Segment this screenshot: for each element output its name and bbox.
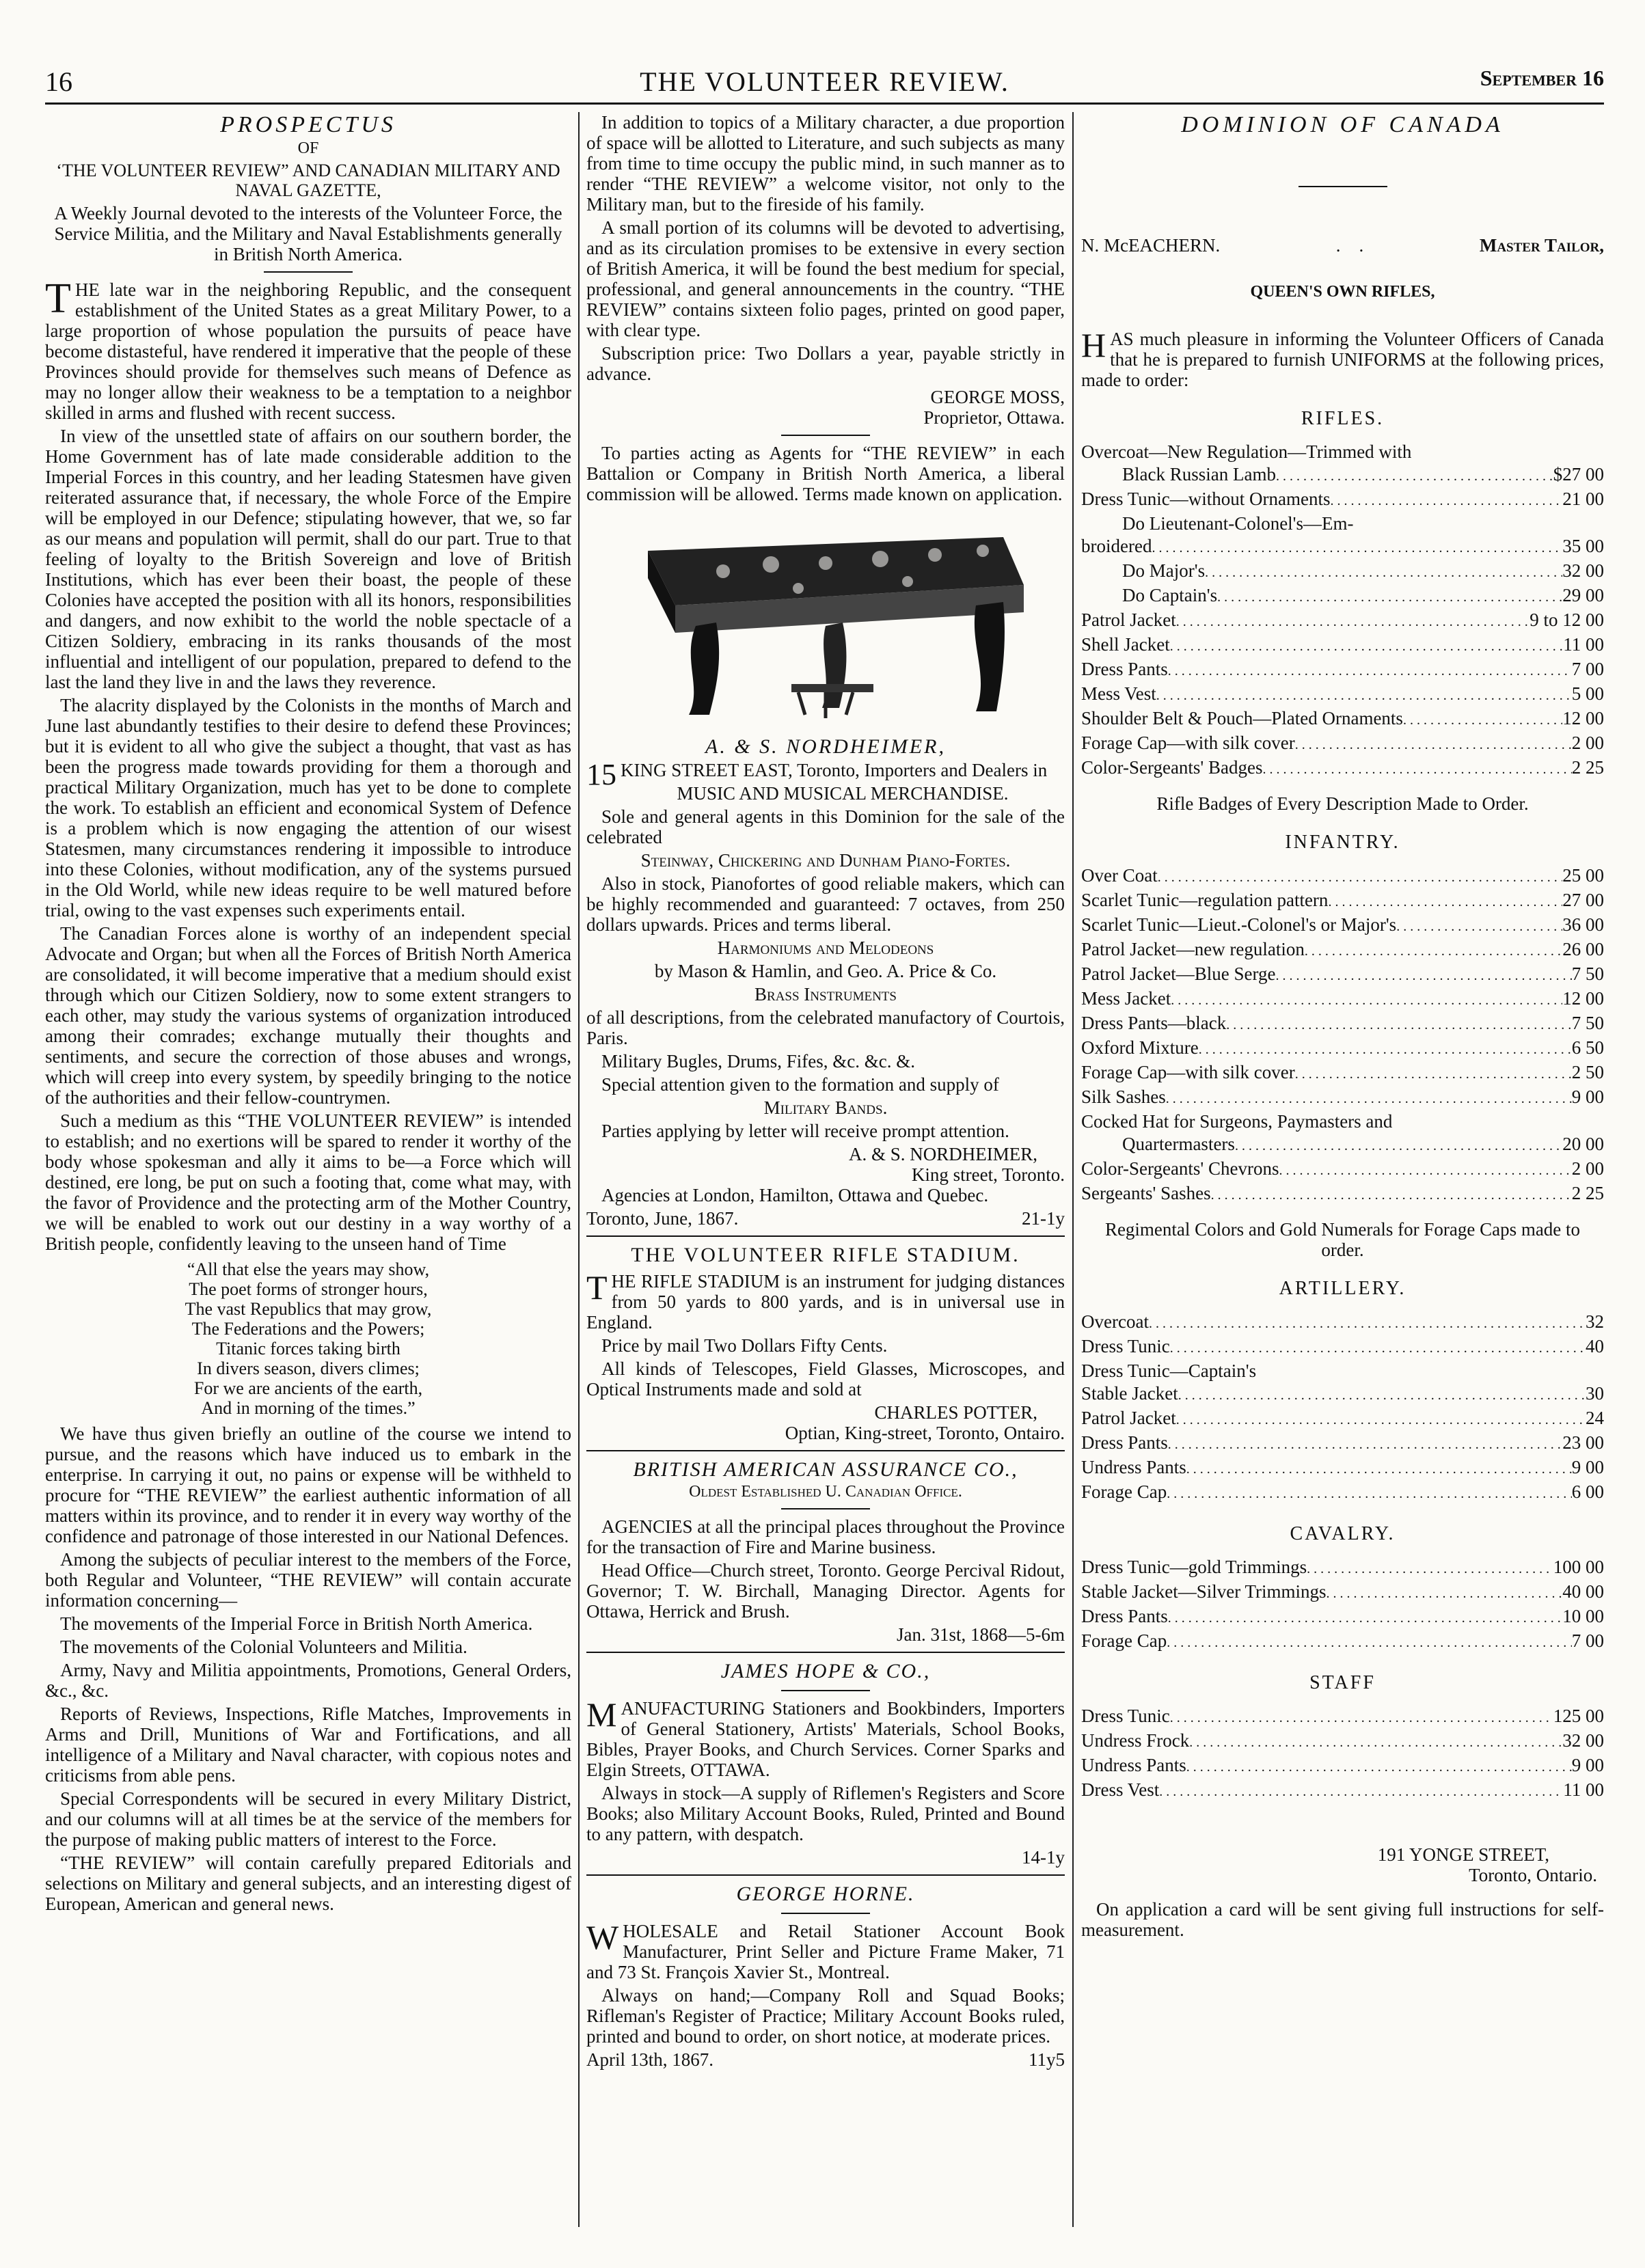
price-row — [1081, 1133, 1604, 1158]
price-amount: 2 00 — [1571, 733, 1604, 753]
tailor-name: N. McEACHERN. — [1081, 235, 1221, 256]
price-item: broidered — [1081, 536, 1152, 556]
price-item: Dress Tunic — [1081, 1706, 1170, 1726]
leader-dots — [1305, 938, 1562, 963]
assurance-subheading: Oldest Established U. Canadian Office. — [689, 1483, 962, 1501]
leader-dots — [1168, 658, 1572, 683]
article-paragraph: “THE REVIEW” will contain carefully prepared Editorials and selections on Military and general subjects, and an interesting digest of European, American and general news. — [45, 1853, 571, 1914]
price-row — [1081, 1311, 1604, 1335]
ad-text: Price by mail Two Dollars Fifty Cents. — [601, 1335, 888, 1356]
ad-text: Parties applying by letter will receive prompt attention. — [601, 1121, 1009, 1141]
assurance-heading: BRITISH AMERICAN ASSURANCE CO., — [633, 1458, 1018, 1481]
price-row — [1081, 609, 1604, 633]
ad-text: Sole and general agents in this Dominion for the sale of the celebrated — [586, 806, 1065, 847]
dropcap: T — [586, 1268, 608, 1307]
leader-dots — [1170, 1335, 1586, 1360]
price-row — [1081, 1581, 1604, 1605]
header-rule — [45, 103, 1604, 105]
price-item: Dress Pants — [1081, 1432, 1168, 1453]
leader-dots — [1226, 1012, 1572, 1037]
tailor-line: N. McEACHERN. . . Master Tailor, — [1081, 235, 1604, 256]
price-section-note: Regimental Colors and Gold Numerals for Forage Caps made to order. — [1104, 1219, 1581, 1260]
poem-line: Titanic forces taking birth — [216, 1339, 400, 1358]
poem-line: For we are ancients of the earth, — [193, 1378, 423, 1398]
price-item: Dress Pants — [1081, 1606, 1168, 1626]
leader-dots — [1396, 914, 1562, 938]
price-row — [1081, 463, 1604, 488]
price-row — [1081, 1730, 1604, 1754]
leader-dots — [1170, 633, 1564, 658]
price-item: Cocked Hat for Surgeons, Paymasters and — [1081, 1111, 1393, 1132]
leader-dots — [1166, 1086, 1572, 1110]
leader-dots — [1167, 1481, 1572, 1505]
price-amount: $27 00 — [1553, 464, 1604, 484]
ad-text: Military Bugles, Drums, Fifes, &c. &c. &. — [601, 1051, 915, 1071]
divider — [586, 1652, 1065, 1653]
ad-text: ANUFACTURING Stationers and Bookbinders, Importers of General Stationery, Artists' Materials, School Books, Bibles, Prayer Books, and Church Services. Corner Sparks and Elgin Streets, OTTAWA. — [586, 1698, 1065, 1780]
ad-dateline — [586, 2049, 1065, 2070]
price-amount: 125 00 — [1553, 1706, 1604, 1726]
price-row — [1081, 756, 1604, 781]
article-paragraph: The movements of the Imperial Force in British North America. — [60, 1613, 533, 1634]
leader-dots — [1168, 1605, 1563, 1630]
price-amount: 7 00 — [1571, 1630, 1604, 1651]
price-amount: 2 25 — [1571, 757, 1604, 778]
price-item: Shell Jacket — [1081, 634, 1170, 655]
divider — [781, 1690, 870, 1691]
price-row — [1081, 1481, 1604, 1505]
price-item: Forage Cap—with silk cover — [1081, 733, 1295, 753]
leader-dots — [1295, 732, 1572, 756]
price-amount: 2 50 — [1571, 1062, 1604, 1082]
leader-dots — [1168, 1432, 1563, 1456]
leader-dots — [1176, 609, 1530, 633]
price-amount: 9 00 — [1571, 1087, 1604, 1107]
leader-dots — [1199, 1037, 1572, 1061]
price-item: Oxford Mixture — [1081, 1037, 1199, 1058]
article-paragraph: In view of the unsettled state of affairs on our southern border, the Home Government has of late made considerable addition to the Imperial Forces in this country, and her leading Statesmen have given reiterated assurance that, if necessary, the whole Force of the Empire will be employed in our Defence; stipulating however, that we, so far as our means and population will permit, shall do our part. True to that feeling of loyalty to the British Sovereign and love of British Institutions, which has ever been their boast, the people of these Colonies have accepted the position with all its honors, responsibilities and dangers, and now exhibit to the world the noble spectacle of a Citizen Soldiery, embracing in its ranks thousands of the most influential and intelligent of our population, prepared to defend to the last the land they live in and the laws they reverence. — [45, 426, 571, 692]
price-row — [1081, 683, 1604, 707]
price-row — [1081, 1012, 1604, 1037]
price-section-title: RIFLES. — [1301, 408, 1385, 429]
price-row — [1081, 1335, 1604, 1360]
price-row — [1081, 938, 1604, 963]
price-row — [1081, 1456, 1604, 1481]
ad-date: April 13th, 1867. — [586, 2049, 713, 2070]
leader-dots — [1205, 560, 1562, 584]
ad-code: 11y5 — [1029, 2049, 1065, 2070]
price-row — [1081, 658, 1604, 683]
price-row — [1081, 1432, 1604, 1456]
leader-dots — [1170, 1705, 1553, 1730]
price-row — [1081, 560, 1604, 584]
price-item: Sergeants' Sashes — [1081, 1183, 1211, 1203]
price-row — [1081, 1754, 1604, 1779]
price-amount: 9 00 — [1571, 1755, 1604, 1775]
price-item: Stable Jacket — [1081, 1383, 1178, 1404]
price-list — [1081, 408, 1604, 1803]
price-item: Mess Jacket — [1081, 988, 1171, 1009]
article-paragraph: The Canadian Forces alone is worthy of an independent special Advocate and Organ; but when all the Forces of British North America are consolidated, it will become imperative that a medium should exist through which our Citizen Soldiery, now to some extent strangers to each other, may study the various systems of organization introduced among their comrades; exchange mutually their thoughts and sentiments, and secure the correction of those abuses and wrongs, which will creep into every system, by speedily bringing to the notice of the authorities and their fellow-countrymen. — [45, 923, 571, 1108]
leader-dots — [1186, 1754, 1572, 1779]
price-item: Silk Sashes — [1081, 1087, 1166, 1107]
price-amount: 36 00 — [1562, 914, 1604, 935]
price-item: Stable Jacket—Silver Trimmings — [1081, 1581, 1327, 1602]
leader-dots — [1189, 1730, 1562, 1754]
divider — [586, 1450, 1065, 1451]
leader-dots — [1211, 1182, 1572, 1207]
ad-text: Military Bands. — [763, 1097, 888, 1118]
divider — [1299, 186, 1387, 187]
page-header — [45, 66, 1604, 100]
price-amount: 23 00 — [1562, 1432, 1604, 1453]
article-paragraph: The movements of the Colonial Volunteers and Militia. — [60, 1637, 467, 1657]
price-amount: 11 00 — [1563, 634, 1604, 655]
price-item: Dress Pants—black — [1081, 1013, 1227, 1033]
ad-text: of all descriptions, from the celebrated manufactory of Courtois, Paris. — [586, 1007, 1065, 1048]
price-row — [1081, 1086, 1604, 1110]
price-amount: 2 25 — [1571, 1183, 1604, 1203]
divider — [781, 435, 870, 436]
price-row — [1081, 1382, 1604, 1407]
ad-code: 21-1y — [1022, 1208, 1065, 1229]
hope-heading: JAMES HOPE & CO., — [720, 1660, 931, 1682]
ad-text: Also in stock, Pianofortes of good reliable makers, which can be highly recommended and guaranteed: 7 octaves, from 250 dollars upwards. Prices and terms liberal. — [586, 873, 1065, 935]
article-paragraph: Army, Navy and Militia appointments, Promotions, General Orders, &c., &c. — [45, 1660, 571, 1701]
price-amount: 32 — [1586, 1311, 1604, 1332]
price-amount: 27 00 — [1562, 890, 1604, 910]
ad-text: MUSIC AND MUSICAL MERCHANDISE. — [677, 783, 1009, 804]
price-row — [1081, 535, 1604, 560]
price-item: Black Russian Lamb — [1122, 464, 1276, 484]
article-paragraph: Reports of Reviews, Inspections, Rifle Matches, Improvements in Arms and Drill, Munitions of War and Fortifications, and all intelligence of a Military and Naval character, with copious notes and criticisms from able pens. — [45, 1704, 571, 1786]
price-row — [1081, 707, 1604, 732]
price-item: Overcoat — [1081, 1311, 1149, 1332]
price-section-title: STAFF — [1309, 1672, 1376, 1693]
price-item: Forage Cap—with silk cover — [1081, 1062, 1295, 1082]
ad-dateline — [586, 1208, 1065, 1229]
column-divider — [578, 112, 580, 2227]
price-amount: 30 — [1586, 1383, 1604, 1404]
price-item: Patrol Jacket—Blue Serge — [1081, 964, 1276, 984]
price-item: Color-Sergeants' Badges — [1081, 757, 1263, 778]
price-row — [1081, 1037, 1604, 1061]
divider — [586, 1874, 1065, 1876]
divider — [781, 1508, 870, 1509]
publication-name: ‘THE VOLUNTEER REVIEW” AND CANADIAN MILITARY AND NAVAL GAZETTE, — [56, 161, 560, 200]
dominion-heading: DOMINION OF CANADA — [1181, 112, 1504, 137]
price-item: Shoulder Belt & Pouch—Plated Ornaments — [1081, 708, 1403, 728]
price-item: Patrol Jacket — [1081, 610, 1176, 630]
leader-dots — [1263, 756, 1572, 781]
poem-line: The Federations and the Powers; — [191, 1319, 425, 1339]
price-amount: 9 to 12 00 — [1530, 610, 1604, 630]
page-number: 16 — [45, 66, 72, 97]
price-amount: 7 50 — [1571, 1013, 1604, 1033]
ad-text: Special attention given to the formation and supply of — [601, 1074, 999, 1095]
price-amount: 9 00 — [1571, 1457, 1604, 1477]
leader-dots — [1152, 535, 1562, 560]
price-row — [1081, 1605, 1604, 1630]
ad-text: HOLESALE and Retail Stationer Account Book Manufacturer, Print Seller and Picture Frame Maker, 71 and 73 St. François Xavier St., Montreal. — [586, 1921, 1065, 1982]
prospectus-of: OF — [297, 139, 319, 157]
poem-line: “All that else the years may show, — [187, 1259, 430, 1279]
price-amount: 25 00 — [1562, 865, 1604, 886]
price-row — [1081, 1556, 1604, 1581]
price-row — [1081, 488, 1604, 513]
tailor-title: Master Tailor, — [1479, 235, 1604, 256]
ad-text: KING STREET EAST, Toronto, Importers and Dealers in — [621, 760, 1048, 780]
tailor-city: Toronto, Ontario. — [1469, 1865, 1597, 1885]
leader-dots — [1235, 1133, 1562, 1158]
price-amount: 32 00 — [1562, 1730, 1604, 1751]
price-item: Scarlet Tunic—Lieut.-Colonel's or Major's — [1081, 914, 1397, 935]
leader-dots — [1158, 864, 1563, 889]
signature: A. & S. NORDHEIMER, — [848, 1144, 1037, 1164]
article-paragraph: In addition to topics of a Military character, a due proportion of space will be allotted to Literature, and such subjects as many from time to time occupy the public mind, in such manner as to render “THE REVIEW” a welcome visitor, not only to the Military man, but to the fireside of his family. — [586, 112, 1065, 215]
nordheimer-heading: A. & S. NORDHEIMER, — [705, 735, 946, 758]
leader-dots — [1149, 1311, 1586, 1335]
price-section-title: INFANTRY. — [1285, 832, 1400, 853]
issue-date: September 16 — [1480, 66, 1604, 90]
poem-line: In divers season, divers climes; — [197, 1358, 420, 1378]
signature: GEORGE MOSS, — [930, 387, 1065, 407]
dropcap: W — [586, 1918, 619, 1956]
dropcap: M — [586, 1695, 617, 1734]
price-item: Dress Tunic—gold Trimmings — [1081, 1557, 1307, 1577]
price-item: Do Captain's — [1122, 585, 1218, 605]
price-section-note: Rifle Badges of Every Description Made to Order. — [1156, 793, 1529, 814]
price-amount: 6 50 — [1571, 1037, 1604, 1058]
price-item: Color-Sergeants' Chevrons — [1081, 1158, 1279, 1179]
article-paragraph: Among the subjects of peculiar interest to the members of the Force, both Regular and Volunteer, “THE REVIEW” will contain accurate information concerning— — [45, 1549, 571, 1611]
article-paragraph: Special Correspondents will be secured in every Military District, and our columns will at all times be at the service of the members for the purpose of making public matters of interest to the Force. — [45, 1788, 571, 1850]
horne-heading: GEORGE HORNE. — [736, 1883, 915, 1905]
article-paragraph: The alacrity displayed by the Colonists in the months of March and June last abundantly testifies to their desire to defend these Provinces; but it is evident to all who give the subject a thought, that vast as has been the progress made towards providing for them a thorough and practical Military Organization, much has yet to be done to complete the work. To establish an efficient and economical System of Defence is a problem which is now engaging the attention of our wisest Statesmen, many circumstances rendering it impossible to introduce into these Colonies, without modification, any of the systems pursued in the Old World, while new ideas require to be well matured before trial, owing to the vast expenses such experiments entail. — [45, 695, 571, 920]
tailor-address: 191 YONGE STREET, — [1377, 1844, 1549, 1865]
ad-text: All kinds of Telescopes, Field Glasses, Microscopes, and Optical Instruments made and sold at — [586, 1358, 1065, 1399]
price-row — [1081, 633, 1604, 658]
measurement-note: On application a card will be sent giving full instructions for self-measurement. — [1081, 1899, 1604, 1940]
leader-dots — [1275, 963, 1571, 987]
dropcap: T — [45, 275, 71, 322]
price-row — [1081, 914, 1604, 938]
signature-address: Optian, King-street, Toronto, Ontairo. — [785, 1423, 1065, 1443]
price-row — [1081, 1158, 1604, 1182]
price-amount: 24 — [1586, 1408, 1604, 1428]
price-row — [1081, 1360, 1604, 1382]
leader-dots — [1186, 1456, 1572, 1481]
price-row — [1081, 584, 1604, 609]
leader-dots — [1327, 1581, 1563, 1605]
price-item: Undress Pants — [1081, 1755, 1186, 1775]
divider — [264, 271, 353, 273]
leader-dots — [1156, 683, 1572, 707]
price-section-title: CAVALRY. — [1290, 1523, 1396, 1544]
leader-dots — [1403, 707, 1562, 732]
leader-dots — [1171, 987, 1562, 1012]
price-row — [1081, 1061, 1604, 1086]
article-paragraph: A small portion of its columns will be devoted to advertising, and as its circulation promises to be extensive in every section of British America, it will be found the best medium for special, professional, and general announcements in the country. “THE REVIEW” contains sixteen folio pages, printed on good paper, with clear type. — [586, 217, 1065, 340]
article-paragraph: We have thus given briefly an outline of the course we intend to pursue, and the reasons which have induced us to embark in the enterprise. In carrying it out, no pains or expense will be withheld to procure for “THE REVIEW” the earliest authentic information of all matters within its province, and to render it in every way worthy of the confidence and patronage of those interested in our National Defences. — [45, 1423, 571, 1546]
price-item: Dress Tunic—Captain's — [1081, 1361, 1257, 1381]
ad-code: 14-1y — [1022, 1847, 1065, 1868]
price-item: Quartermasters — [1122, 1134, 1235, 1154]
price-item: Mess Vest — [1081, 683, 1156, 704]
dropcap: 15 — [586, 758, 616, 791]
price-amount: 32 00 — [1562, 560, 1604, 581]
price-row — [1081, 513, 1604, 535]
stadium-heading: THE VOLUNTEER RIFLE STADIUM. — [631, 1244, 1020, 1266]
price-row — [1081, 864, 1604, 889]
leader-dots — [1178, 1382, 1586, 1407]
publication-description: A Weekly Journal devoted to the interests of the Volunteer Force, the Service Militia, and the Military and Naval Establishments generally in British North America. — [54, 203, 562, 264]
ad-text: Brass Instruments — [754, 984, 897, 1005]
masthead-title: THE VOLUNTEER REVIEW. — [640, 66, 1009, 97]
price-item: Do Major's — [1122, 560, 1206, 581]
price-item: Dress Tunic—without Ornaments — [1081, 489, 1331, 509]
price-amount: 11 00 — [1563, 1779, 1604, 1800]
agents-notice: To parties acting as Agents for “THE REVIEW” in each Battalion or Company in British North America, a liberal commission will be allowed. Terms made known on application. — [586, 443, 1065, 504]
signature-title: Proprietor, Ottawa. — [923, 407, 1065, 428]
signature-address: King street, Toronto. — [911, 1164, 1065, 1185]
price-amount: 12 00 — [1562, 708, 1604, 728]
article-paragraph: HE late war in the neighboring Republic, and the consequent establishment of the United States as a great Military Power, to a large proportion of whose population the pursuits of peace have become distasteful, have rendered it imperative that the people of these Provinces should provide for themselves such means of Defence as may no longer allow their weakness to be a temptation to a neighbor skilled in arms and flushed with recent success. — [45, 279, 571, 423]
poem — [45, 1259, 571, 1418]
divider — [586, 1235, 1065, 1237]
regiment-name: QUEEN'S OWN RIFLES, — [1250, 283, 1435, 301]
ad-date: Jan. 31st, 1868—5-6m — [897, 1624, 1065, 1645]
leader-dots — [1167, 1630, 1572, 1654]
price-row — [1081, 1182, 1604, 1207]
price-amount: 10 00 — [1562, 1606, 1604, 1626]
prospectus-heading: PROSPECTUS — [220, 112, 396, 137]
price-row — [1081, 732, 1604, 756]
ad-text: Head Office—Church street, Toronto. George Percival Ridout, Governor; T. W. Birchall, Managing Director. Agents for Ottawa, Herrick and Brush. — [586, 1560, 1065, 1622]
price-item: Forage Cap — [1081, 1630, 1167, 1651]
price-item: Forage Cap — [1081, 1481, 1167, 1502]
piano-illustration — [621, 510, 1031, 728]
price-amount: 12 00 — [1562, 988, 1604, 1009]
tailor-intro: AS much pleasure in informing the Volunteer Officers of Canada that he is prepared to furnish UNIFORMS at the following prices, made to order: — [1081, 329, 1604, 390]
ad-text: Steinway, Chickering and Dunham Piano-Fortes. — [640, 850, 1011, 871]
price-amount: 21 00 — [1562, 489, 1604, 509]
ad-text: Agencies at London, Hamilton, Ottawa and Quebec. — [601, 1185, 989, 1205]
dropcap: H — [1081, 326, 1106, 364]
ad-text: Harmoniums and Melodeons — [717, 938, 934, 958]
ad-text: by Mason & Hamlin, and Geo. A. Price & Co. — [654, 961, 997, 981]
column-divider — [1072, 112, 1074, 2227]
price-item: Undress Pants — [1081, 1457, 1186, 1477]
price-item: Dress Tunic — [1081, 1336, 1170, 1356]
price-amount: 40 — [1586, 1336, 1604, 1356]
poem-line: The vast Republics that may grow, — [185, 1299, 432, 1319]
price-item: Scarlet Tunic—regulation pattern — [1081, 890, 1329, 910]
price-item: Dress Vest — [1081, 1779, 1160, 1800]
price-amount: 20 00 — [1562, 1134, 1604, 1154]
price-row — [1081, 1630, 1604, 1654]
leader-dots — [1279, 1158, 1572, 1182]
price-amount: 29 00 — [1562, 585, 1604, 605]
ad-date: Toronto, June, 1867. — [586, 1208, 739, 1229]
price-amount: 2 00 — [1571, 1158, 1604, 1179]
leader-dots — [1295, 1061, 1572, 1086]
ad-text: Always in stock—A supply of Riflemen's Registers and Score Books; also Military Account Books, Ruled, Printed and Bound to any pattern, with despatch. — [586, 1783, 1065, 1844]
divider — [781, 1913, 870, 1914]
ad-text: HE RIFLE STADIUM is an instrument for judging distances from 50 yards to 800 yards, and is in universal use in England. — [586, 1271, 1065, 1333]
price-item: Undress Frock — [1081, 1730, 1190, 1751]
signature: CHARLES POTTER, — [874, 1402, 1037, 1423]
price-row — [1081, 441, 1604, 463]
price-row — [1081, 1110, 1604, 1133]
price-item: Over Coat — [1081, 865, 1158, 886]
price-row — [1081, 889, 1604, 914]
column-1 — [45, 112, 571, 2227]
price-item: Dress Pants — [1081, 659, 1168, 679]
price-section-title: ARTILLERY. — [1279, 1278, 1406, 1299]
leader-dots — [1307, 1556, 1553, 1581]
price-item: Patrol Jacket — [1081, 1408, 1176, 1428]
price-row — [1081, 1779, 1604, 1803]
price-amount: 7 00 — [1571, 659, 1604, 679]
leader-dots — [1159, 1779, 1563, 1803]
price-amount: 5 00 — [1571, 683, 1604, 704]
subscription-price: Subscription price: Two Dollars a year, payable strictly in advance. — [586, 343, 1065, 384]
column-3 — [1081, 112, 1604, 2227]
price-amount: 6 00 — [1571, 1481, 1604, 1502]
price-item: Do Lieutenant-Colonel's—Em- — [1122, 513, 1354, 534]
price-item: Patrol Jacket—new regulation — [1081, 939, 1305, 959]
price-row — [1081, 963, 1604, 987]
price-item: Overcoat—New Regulation—Trimmed with — [1081, 441, 1412, 462]
price-amount: 26 00 — [1562, 939, 1604, 959]
poem-line: The poet forms of stronger hours, — [189, 1279, 428, 1299]
leader-dots — [1276, 463, 1553, 488]
price-row — [1081, 1407, 1604, 1432]
leader-dots — [1328, 889, 1562, 914]
ad-text: AGENCIES at all the principal places throughout the Province for the transaction of Fire and Marine business. — [586, 1516, 1065, 1557]
leader-dots — [1217, 584, 1562, 609]
poem-line: And in morning of the times.” — [201, 1398, 416, 1418]
price-amount: 100 00 — [1553, 1557, 1604, 1577]
price-amount: 35 00 — [1562, 536, 1604, 556]
ad-text: Always on hand;—Company Roll and Squad Books; Rifleman's Register of Practice; Military Account Books ruled, printed and bound to order, on short notice, at moderate prices. — [586, 1985, 1065, 2047]
price-row — [1081, 1705, 1604, 1730]
leader-dots — [1331, 488, 1563, 513]
price-row — [1081, 987, 1604, 1012]
column-2 — [586, 112, 1065, 2227]
price-amount: 7 50 — [1571, 964, 1604, 984]
leader-dots — [1176, 1407, 1586, 1432]
price-amount: 40 00 — [1562, 1581, 1604, 1602]
article-paragraph: Such a medium as this “THE VOLUNTEER REVIEW” is intended to establish; and no exertions will be spared to render it worthy of the body whose spokesman and ally it aims to be—a Force which will destined, ere long, be put on such a footing that, come what may, with the favor of Providence and the protecting arm of the Mother Country, we will be enabled to work out our destiny in a way worthy of a British people, confidently leaving to the unseen hand of Time — [45, 1110, 571, 1254]
